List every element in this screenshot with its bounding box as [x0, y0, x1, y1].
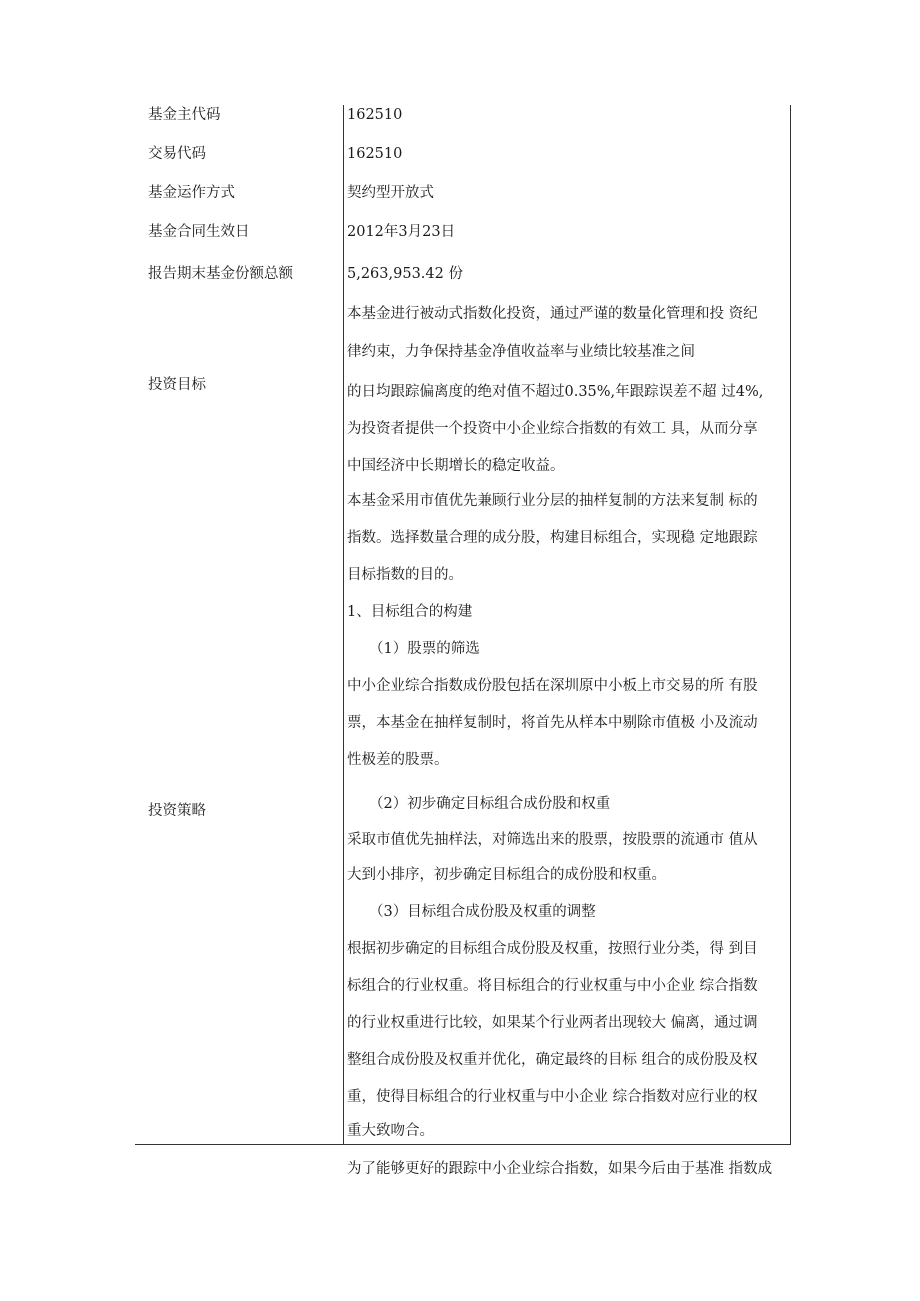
strategy-line: 性极差的股票。	[347, 752, 449, 768]
strategy-line: （1）股票的筛选	[369, 641, 480, 657]
strategy-line: （2）初步确定目标组合成份股和权重	[369, 796, 611, 812]
table-column-divider	[343, 105, 344, 1144]
strategy-line: 1、目标组合的构建	[347, 604, 473, 620]
strategy-line: 采取市值优先抽样法，对筛选出来的股票，按股票的流通市 值从	[347, 832, 758, 848]
table-right-border	[790, 105, 791, 1144]
value-fund-code: 162510	[347, 107, 403, 123]
strategy-line: 中小企业综合指数成份股包括在深圳原中小板上市交易的所 有股	[347, 678, 758, 694]
label-contract-date: 基金合同生效日	[148, 224, 250, 240]
strategy-line: 重大致吻合。	[347, 1123, 434, 1139]
strategy-line: 本基金采用市值优先兼顾行业分层的抽样复制的方法来复制 标的	[347, 493, 758, 509]
strategy-line: 根据初步确定的目标组合成份股及权重，按照行业分类，得 到目	[347, 941, 758, 957]
value-trade-code: 162510	[347, 146, 403, 162]
label-trade-code: 交易代码	[148, 146, 206, 162]
strategy-line: 指数。选择数量合理的成分股，构建目标组合，实现稳 定地跟踪	[347, 530, 758, 546]
objective-line: 律约束，力争保持基金净值收益率与业绩比较基准之间	[347, 344, 695, 360]
value-contract-date: 2012年3月23日	[347, 224, 456, 240]
strategy-line: 大到小排序，初步确定目标组合的成份股和权重。	[347, 867, 666, 883]
label-fund-code: 基金主代码	[148, 107, 221, 123]
objective-line: 本基金进行被动式指数化投资，通过严谨的数量化管理和投 资纪	[347, 306, 758, 322]
strategy-line: 的行业权重进行比较，如果某个行业两者出现较大 偏离，通过调	[347, 1015, 758, 1031]
table-bottom-border	[135, 1144, 791, 1145]
strategy-line: 整组合成份股及权重并优化，确定最终的目标 组合的成份股及权	[347, 1052, 758, 1068]
objective-line: 的日均跟踪偏离度的绝对值不超过0.35%,年跟踪误差不超 过4%,	[347, 384, 764, 400]
value-operation-mode: 契约型开放式	[347, 185, 434, 201]
strategy-line: 标组合的行业权重。将目标组合的行业权重与中小企业 综合指数	[347, 978, 758, 994]
label-operation-mode: 基金运作方式	[148, 185, 235, 201]
strategy-line: 重，使得目标组合的行业权重与中小企业 综合指数对应行业的权	[347, 1089, 758, 1105]
objective-line: 为投资者提供一个投资中小企业综合指数的有效工 具，从而分享	[347, 421, 758, 437]
label-total-shares: 报告期末基金份额总额	[148, 266, 293, 282]
strategy-line: 目标指数的目的。	[347, 567, 463, 583]
strategy-line: 票，本基金在抽样复制时，将首先从样本中剔除市值极 小及流动	[347, 715, 758, 731]
strategy-line: （3）目标组合成份股及权重的调整	[369, 904, 596, 920]
continuation-paragraph: 为了能够更好的跟踪中小企业综合指数，如果今后由于基准 指数成	[347, 1161, 773, 1177]
label-investment-strategy: 投资策略	[148, 803, 206, 819]
objective-line: 中国经济中长期增长的稳定收益。	[347, 458, 565, 474]
value-total-shares: 5,263,953.42 份	[347, 266, 463, 282]
label-investment-objective: 投资目标	[148, 377, 206, 393]
